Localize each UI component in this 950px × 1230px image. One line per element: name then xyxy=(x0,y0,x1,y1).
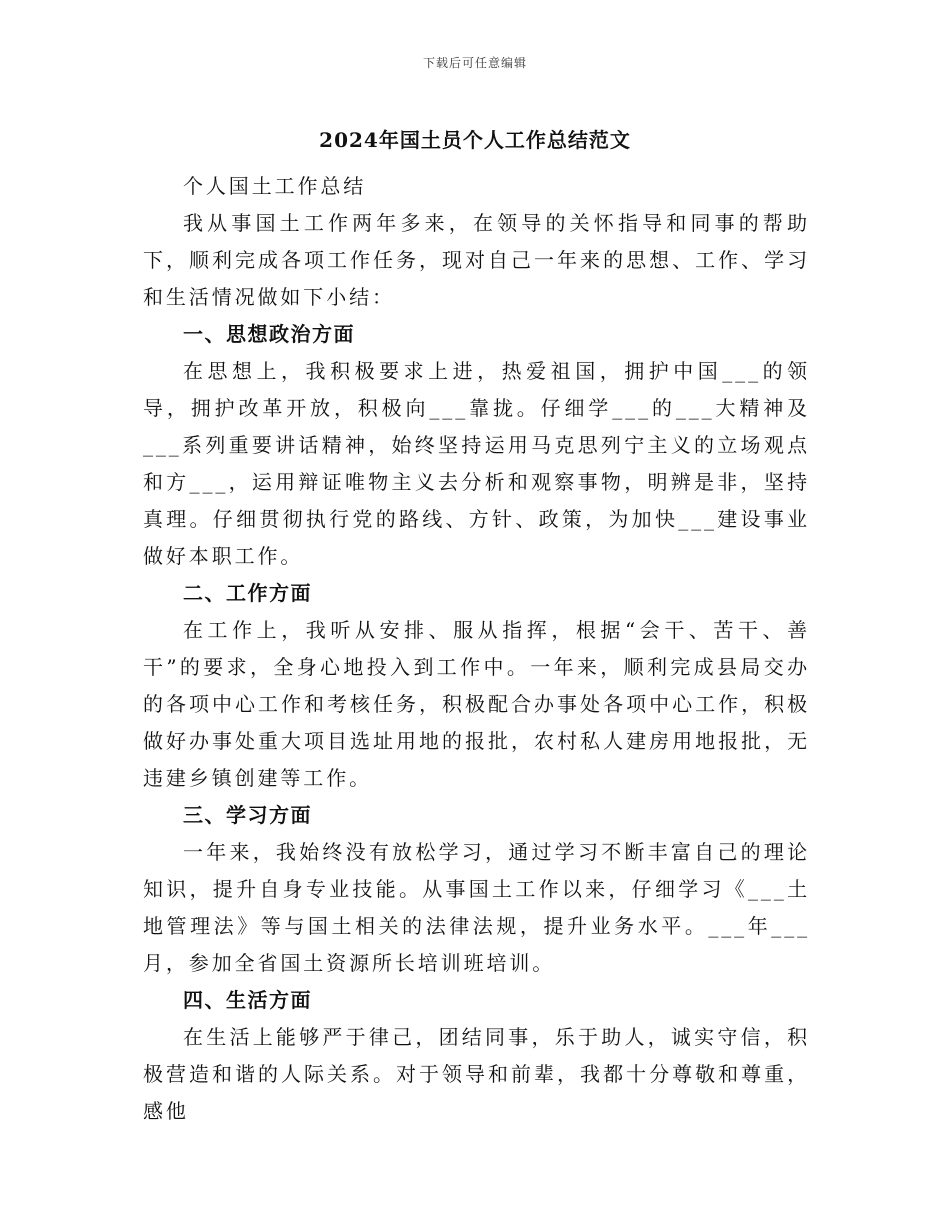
section-body-study: 一年来，我始终没有放松学习，通过学习不断丰富自己的理论知识，提升自身专业技能。从事国土工作以来，仔细学习《___土地管理法》等与国土相关的法律法规，提升业务水平。___年___月，参加全省国土资源所长培训班培训。 xyxy=(143,840,810,975)
section-heading-ideology: 一、思想政治方面 xyxy=(183,322,355,346)
document-body xyxy=(143,168,810,1130)
section-heading-study: 三、学习方面 xyxy=(183,803,312,827)
section-heading-work: 二、工作方面 xyxy=(183,581,312,605)
document-title: 2024年国土员个人工作总结范文 xyxy=(319,128,631,152)
section-body-work: 在工作上，我听从安排、服从指挥，根据“会干、苦干、善干”的要求，全身心地投入到工作中。一年来，顺利完成县局交办的各项中心工作和考核任务，积极配合办事处各项中心工作，积极做好办事处重大项目选址用地的报批，农村私人建房用地报批，无违建乡镇创建等工作。 xyxy=(143,618,810,790)
page-header-note: 下载后可任意编辑 xyxy=(422,56,527,70)
intro-paragraph: 我从事国土工作两年多来，在领导的关怀指导和同事的帮助下，顺利完成各项工作任务，现对自己一年来的思想、工作、学习和生活情况做如下小结： xyxy=(143,211,810,309)
section-body-life: 在生活上能够严于律己，团结同事，乐于助人，诚实守信，积极营造和谐的人际关系。对于领导和前辈，我都十分尊敬和尊重，感他 xyxy=(143,1025,810,1123)
section-heading-life: 四、生活方面 xyxy=(183,988,312,1012)
section-body-ideology: 在思想上，我积极要求上进，热爱祖国，拥护中国___的领导，拥护改革开放，积极向___靠拢。仔细学___的___大精神及___系列重要讲话精神，始终坚持运用马克思列宁主义的立场观点和方___，运用辩证唯物主义去分析和观察事物，明辨是非，坚持真理。仔细贯彻执行党的路线、方针、政策，为加快___建设事业做好本职工作。 xyxy=(143,359,810,568)
document-subtitle: 个人国土工作总结 xyxy=(183,174,367,198)
